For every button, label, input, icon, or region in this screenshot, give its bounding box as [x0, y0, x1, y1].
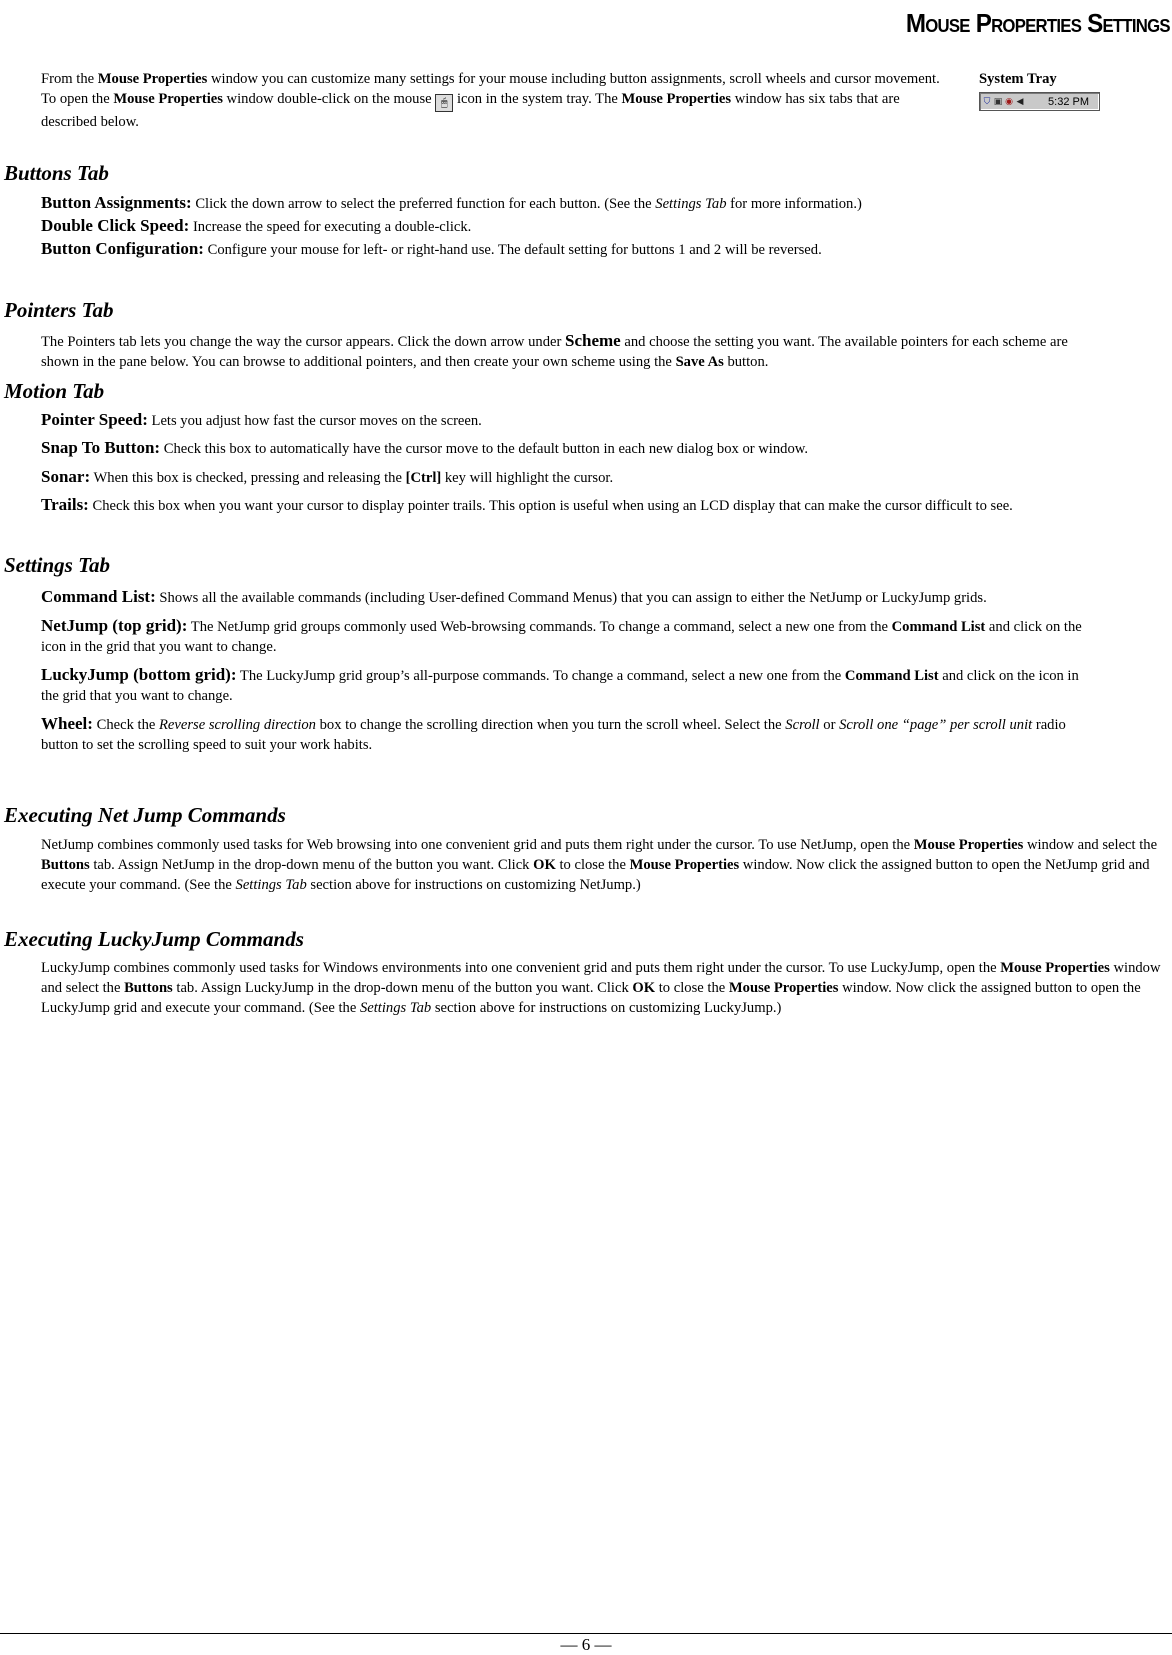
system-tray-figure — [979, 69, 1100, 111]
footer-divider — [0, 1633, 1172, 1634]
intro-paragraph: From the Mouse Properties window you can customize many settings for your mouse including button assignments, scroll wheels and cursor movement. To open the Mouse Properties window double-click on the mouse 🖱 icon in the system tray. The Mouse Properties window has six tabs that are described below. — [41, 71, 940, 130]
netjump-commands-section: NetJump combines commonly used tasks for Web browsing into one convenient grid and puts them right under the cursor. To use NetJump, open the Mouse Properties window and select the Buttons tab. Assign NetJump in the drop-down menu of the button you want. Click OK to close the Mouse Properties window. Now click the assigned button to open the NetJump grid and execute your command. (See the Settings Tab section above for instructions on customizing NetJump.) — [41, 837, 1158, 893]
luckyjump-commands-section: LuckyJump combines commonly used tasks for Windows environments into one convenient grid and puts them right under the cursor. To use LuckyJump, open the Mouse Properties window and select the Buttons tab. Assign LuckyJump in the drop-down menu of the button you want. Click OK to close the Mouse Properties window. Now click the assigned button to open the LuckyJump grid and execute your command. (See the Settings Tab section above for instructions on customizing LuckyJump.) — [41, 960, 1161, 1016]
speaker-icon: ◀ — [1016, 96, 1024, 106]
system-tray-bar — [979, 92, 1100, 111]
system-tray-label: System Tray — [979, 71, 1057, 87]
shield-icon: ⛉ — [983, 96, 991, 106]
luckyjump-commands-heading: Executing LuckyJump Commands — [4, 927, 304, 951]
mouse-icon: 🖱 — [435, 94, 453, 112]
buttons-tab-section: Button Assignments: Click the down arrow to select the preferred function for each button. (See the Settings Tab for more information.) Double Click Speed: Increase the speed for executing a double-click. Button Configuration: Configure your mouse for left- or right-hand use. The default setting for buttons 1 and 2 will be reversed. — [41, 193, 862, 258]
motion-tab-section: Pointer Speed: Lets you adjust how fast the cursor moves on the screen. Snap To Button: Check this box to automatically have the cursor move to the default button in each new dialog box or window. Sonar: When this box is checked, pressing and releasing the [Ctrl] key will highlight the cursor. Trails: Check this box when you want your cursor to display pointer trails. This option is useful when using an LCD display that can make the cursor difficult to see. — [41, 410, 1013, 514]
pointers-tab-section: The Pointers tab lets you change the way the cursor appears. Click the down arrow under Scheme and choose the setting you want. The available pointers for each scheme are shown in the pane below. You can browse to additional pointers, and then create your own scheme using the Save As button. — [41, 331, 1068, 370]
buttons-tab-heading: Buttons Tab — [4, 161, 109, 185]
mouse-icon: ◉ — [1005, 96, 1013, 106]
system-tray-clock: 5:32 PM — [1048, 95, 1089, 108]
pointers-tab-heading: Pointers Tab — [4, 298, 114, 322]
page-number: — 6 — — [560, 1635, 612, 1654]
page-title: Mouse Properties Settings — [906, 8, 1170, 38]
network-icon: ▣ — [993, 96, 1003, 106]
netjump-commands-heading: Executing Net Jump Commands — [4, 803, 286, 827]
settings-tab-section: Command List: Shows all the available commands (including User-defined Command Menus) that you can assign to either the NetJump or LuckyJump grids. NetJump (top grid): The NetJump grid groups commonly used Web-browsing commands. To change a command, select a new one from the Command List and click on the icon in the grid that you want to change. LuckyJump (bottom grid): The LuckyJump grid group’s all-purpose commands. To change a command, select a new one from the Command List and click on the icon in the grid that you want to change. Wheel: Check the Reverse scrolling direction box to change the scrolling direction when you turn the scroll wheel. Select the Scroll or Scroll one “page” per scroll unit radio button to set the scrolling speed to suit your work habits. — [41, 587, 1082, 753]
motion-tab-heading: Motion Tab — [4, 379, 105, 403]
settings-tab-heading: Settings Tab — [4, 553, 111, 577]
